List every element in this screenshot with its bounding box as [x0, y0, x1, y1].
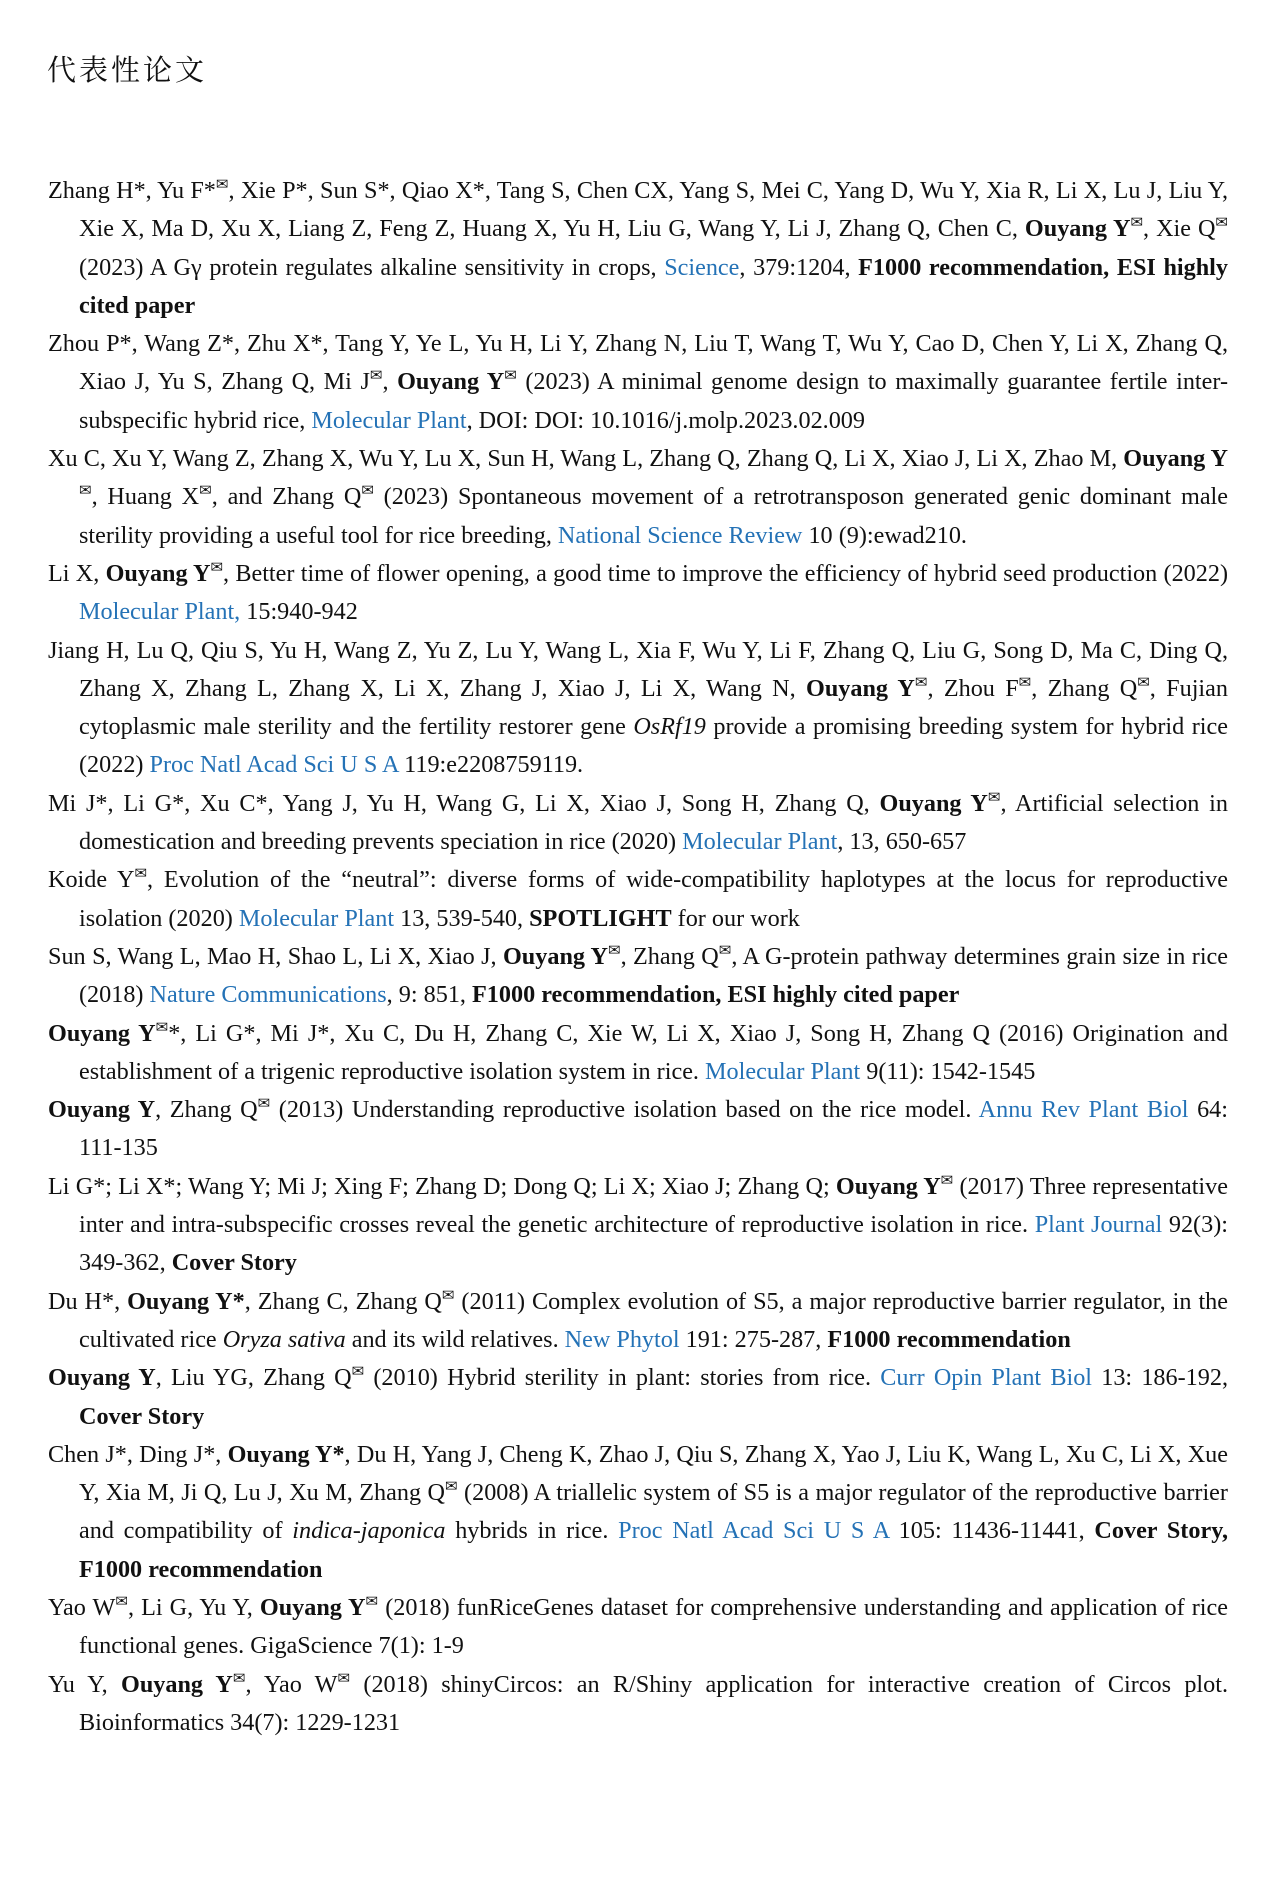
bold-text: Cover Story: [171, 1249, 297, 1277]
reference-item: [48, 938, 1228, 1015]
reference-item: [48, 1666, 1228, 1743]
bold-text: Ouyang Y: [1123, 445, 1228, 473]
journal-link[interactable]: Molecular Plant: [311, 406, 467, 434]
reference-text: , Zhou F: [927, 674, 1019, 702]
bold-text: Ouyang Y*: [227, 1440, 345, 1468]
envelope-icon: ✉: [351, 1362, 365, 1381]
envelope-icon: ✉: [79, 481, 92, 500]
reference-text: 119:e2208759119.: [398, 751, 584, 779]
envelope-icon: ✉: [504, 366, 517, 385]
envelope-icon: ✉: [365, 1591, 379, 1610]
reference-text: (2023) A minimal genome design to maximally guarantee fertile inter-subspecific hybrid rice,: [79, 368, 1229, 434]
reference-text: , Zhang Q: [155, 1096, 258, 1124]
envelope-icon: ✉: [134, 864, 148, 883]
bold-text: Ouyang Y: [1024, 215, 1131, 243]
envelope-icon: ✉: [441, 1285, 455, 1304]
reference-text: , Xie Q: [1143, 215, 1216, 243]
reference-text: 13, 539-540,: [394, 904, 530, 932]
reference-text: (2023) A Gγ protein regulates alkaline sensitivity in crops,: [79, 253, 665, 281]
reference-text: *, Li G*, Mi J*, Xu C, Du H, Zhang C, Xie W, Li X, Xiao J, Song H, Zhang Q (2016) Origination and establishment of a trigenic reproductive isolation system in rice.: [79, 1019, 1228, 1085]
reference-item: [48, 1283, 1228, 1360]
reference-text: Du H*,: [48, 1287, 128, 1315]
reference-item: [48, 172, 1228, 325]
reference-item: [48, 440, 1228, 555]
italic-text: indica-japonica: [292, 1517, 446, 1545]
reference-text: Li X,: [48, 559, 106, 587]
reference-item: [48, 632, 1228, 785]
envelope-icon: ✉: [940, 1170, 954, 1189]
journal-link[interactable]: Molecular Plant,: [79, 598, 241, 626]
reference-text: 105: 11436-11441,: [888, 1517, 1095, 1545]
bold-text: Ouyang Y: [259, 1593, 366, 1621]
bold-text: Ouyang Y: [48, 1096, 156, 1124]
journal-link[interactable]: Curr Opin Plant Biol: [880, 1364, 1093, 1392]
bold-text: Ouyang Y: [397, 368, 505, 396]
reference-text: , Du H, Yang J, Cheng K, Zhao J, Qiu S, Zhang X, Yao J, Liu K, Wang L, Xu C, Li X, Xue Y, Xia M, Ji Q, Lu J, Xu M, Zhang Q: [79, 1440, 1228, 1507]
journal-link[interactable]: New Phytol: [564, 1325, 680, 1353]
reference-text: 9(11): 1542-1545: [860, 1057, 1036, 1085]
reference-text: 10 (9):ewad210.: [802, 521, 967, 549]
reference-text: , 13, 650-657: [837, 828, 967, 856]
reference-text: Yu Y,: [48, 1670, 121, 1698]
journal-link[interactable]: Proc Natl Acad Sci U S A: [618, 1517, 889, 1545]
italic-text: OsRf19: [633, 713, 706, 741]
envelope-icon: ✉: [1215, 213, 1228, 232]
reference-text: Mi J*, Li G*, Xu C*, Yang J, Yu H, Wang G, Li X, Xiao J, Song H, Zhang Q,: [48, 789, 880, 817]
bold-text: F1000 recommendation: [827, 1325, 1071, 1353]
journal-link[interactable]: Proc Natl Acad Sci U S A: [149, 751, 399, 779]
envelope-icon: ✉: [115, 1591, 128, 1610]
journal-link[interactable]: Plant Journal: [1034, 1211, 1163, 1239]
reference-text: (2010) Hybrid sterility in plant: stories from rice.: [364, 1364, 881, 1392]
envelope-icon: ✉: [1137, 672, 1150, 691]
reference-text: , A G-protein pathway determines grain size in rice (2018): [79, 942, 1229, 1009]
reference-text: , Zhang C, Zhang Q: [244, 1287, 442, 1315]
reference-text: Xu C, Xu Y, Wang Z, Zhang X, Wu Y, Lu X, Sun H, Wang L, Zhang Q, Zhang Q, Li X, Xiao J, Li X, Zhao M,: [48, 445, 1124, 473]
journal-link[interactable]: National Science Review: [557, 521, 803, 549]
bold-text: Ouyang Y: [121, 1670, 233, 1698]
journal-link[interactable]: Molecular Plant: [238, 904, 395, 932]
reference-item: [48, 1359, 1228, 1436]
reference-text: Zhou P*, Wang Z*, Zhu X*, Tang Y, Ye L, Yu H, Li Y, Zhang N, Liu T, Wang T, Wu Y, Cao D, Chen Y, Li X, Zhang Q, Xiao J, Yu S, Zhang Q, Mi J: [48, 330, 1228, 396]
reference-text: 15:940-942: [240, 598, 358, 626]
envelope-icon: ✉: [718, 940, 732, 959]
reference-text: , Better time of flower opening, a good time to improve the efficiency of hybrid seed production (2022): [223, 559, 1229, 587]
reference-text: Li G*; Li X*; Wang Y; Mi J; Xing F; Zhang D; Dong Q; Li X; Xiao J; Zhang Q;: [48, 1172, 836, 1200]
reference-text: Chen J*, Ding J*,: [48, 1440, 228, 1468]
envelope-icon: ✉: [987, 787, 1001, 806]
reference-text: , and Zhang Q: [211, 483, 362, 511]
reference-item: [48, 861, 1228, 938]
reference-item: [48, 325, 1228, 440]
envelope-icon: ✉: [1018, 672, 1032, 691]
reference-text: (2013) Understanding reproductive isolation based on the rice model.: [270, 1096, 979, 1124]
reference-text: and its wild relatives.: [345, 1325, 565, 1353]
envelope-icon: ✉: [607, 940, 621, 959]
reference-text: Zhang H*, Yu F*: [48, 177, 216, 204]
envelope-icon: ✉: [210, 557, 224, 576]
bold-text: Ouyang Y: [48, 1364, 156, 1392]
reference-text: 64: 111-135: [79, 1096, 1228, 1162]
envelope-icon: ✉: [199, 481, 212, 500]
reference-text: ,: [382, 368, 398, 396]
reference-text: Koide Y: [48, 866, 135, 894]
reference-item: [48, 1015, 1228, 1092]
journal-link[interactable]: Molecular Plant: [682, 828, 838, 856]
bold-text: SPOTLIGHT: [529, 904, 672, 932]
reference-text: (2008) A triallelic system of S5 is a major regulator of the reproductive barrier and compatibility of: [79, 1479, 1228, 1545]
reference-text: (2017) Three representative inter and intra-subspecific crosses reveal the genetic architecture of reproductive isolation in rice.: [79, 1172, 1228, 1239]
journal-link[interactable]: Molecular Plant: [705, 1057, 861, 1085]
envelope-icon: ✉: [369, 366, 383, 385]
envelope-icon: ✉: [215, 175, 229, 193]
reference-text: , Fujian cytoplasmic male sterility and the fertility restorer gene: [79, 674, 1228, 741]
reference-text: Jiang H, Lu Q, Qiu S, Yu H, Wang Z, Yu Z, Lu Y, Wang L, Xia F, Wu Y, Li F, Zhang Q, Liu G, Song D, Ma C, Ding Q, Zhang X, Zhang L, Zhang X, Li X, Zhang J, Xiao J, Li X, Wang N,: [48, 636, 1228, 702]
reference-text: for our work: [671, 904, 800, 932]
reference-item: [48, 785, 1228, 862]
reference-text: , Li G, Yu Y,: [127, 1593, 260, 1621]
reference-text: hybrids in rice.: [445, 1517, 619, 1545]
envelope-icon: ✉: [361, 481, 374, 500]
reference-text: , 379:1204,: [739, 253, 859, 281]
reference-text: , Huang X: [91, 483, 200, 511]
bold-text: Ouyang Y: [835, 1172, 941, 1200]
reference-item: [48, 1589, 1228, 1666]
journal-link[interactable]: Annu Rev Plant Biol: [978, 1096, 1189, 1124]
reference-text: , DOI: DOI: 10.1016/j.molp.2023.02.009: [466, 406, 865, 434]
bold-text: F1000 recommendation, ESI highly cited paper: [472, 981, 960, 1009]
reference-text: , Xie P*, Sun S*, Qiao X*, Tang S, Chen CX, Yang S, Mei C, Yang D, Wu Y, Xia R, Li X, Lu J, Liu Y, Xie X, Ma D, Xu X, Liang Z, Feng Z, Huang X, Yu H, Liu G, Wang Y, Li J, Zhang Q, Chen C,: [79, 177, 1228, 243]
reference-text: provide a promising breeding system for hybrid rice (2022): [79, 713, 1228, 779]
envelope-icon: ✉: [337, 1668, 351, 1687]
bold-text: Cover Story, F1000 recommendation: [79, 1517, 1228, 1583]
bold-text: Ouyang Y: [48, 1019, 156, 1047]
reference-item: [48, 555, 1228, 632]
envelope-icon: ✉: [257, 1094, 271, 1113]
reference-list: [48, 172, 1228, 1742]
reference-text: , Zhang Q: [1031, 674, 1138, 702]
envelope-icon: ✉: [914, 672, 928, 691]
bold-text: F1000 recommendation, ESI highly cited paper: [79, 253, 1228, 319]
reference-text: , Yao W: [245, 1670, 338, 1698]
reference-text: (2011) Complex evolution of S5, a major reproductive barrier regulator, in the cultivated rice: [79, 1287, 1228, 1353]
envelope-icon: ✉: [445, 1477, 458, 1496]
bold-text: Cover Story: [79, 1402, 205, 1430]
reference-item: [48, 1168, 1228, 1283]
reference-text: (2018) funRiceGenes dataset for comprehensive understanding and application of rice functional genes. GigaScience 7(1): 1-9: [79, 1593, 1228, 1660]
reference-text: Sun S, Wang L, Mao H, Shao L, Li X, Xiao J,: [48, 942, 503, 970]
journal-link[interactable]: Science: [664, 253, 740, 281]
envelope-icon: ✉: [232, 1668, 246, 1687]
journal-link[interactable]: Nature Communications: [149, 981, 387, 1009]
bold-text: Ouyang Y*: [127, 1287, 245, 1315]
envelope-icon: ✉: [155, 1017, 169, 1036]
bold-text: Ouyang Y: [806, 674, 915, 702]
reference-text: , Zhang Q: [620, 942, 719, 970]
bold-text: Ouyang Y: [502, 942, 608, 970]
page-title: 代表性论文: [47, 53, 208, 87]
reference-text: (2023) Spontaneous movement of a retrotransposon generated genic dominant male sterility providing a useful tool for rice breeding,: [79, 483, 1229, 549]
reference-text: , Liu YG, Zhang Q: [155, 1364, 352, 1392]
reference-text: , 9: 851,: [386, 981, 473, 1009]
reference-text: , Artificial selection in domestication and breeding prevents speciation in rice (2020): [79, 789, 1228, 856]
reference-item: [48, 1091, 1228, 1168]
italic-text: Oryza sativa: [222, 1325, 346, 1353]
reference-text: , Evolution of the “neutral”: diverse forms of wide-compatibility haplotypes at the locus for reproductive isolation (2020): [79, 866, 1228, 932]
bold-text: Ouyang Y: [105, 559, 211, 587]
reference-text: (2018) shinyCircos: an R/Shiny application for interactive creation of Circos plot. Bioinformatics 34(7): 1229-1231: [79, 1670, 1228, 1736]
envelope-icon: ✉: [1130, 213, 1144, 232]
reference-text: 191: 275-287,: [679, 1325, 828, 1353]
reference-item: [48, 1436, 1228, 1589]
reference-text: 13: 186-192,: [1092, 1364, 1228, 1392]
bold-text: Ouyang Y: [879, 789, 988, 817]
reference-text: Yao W: [48, 1593, 116, 1621]
reference-text: 92(3): 349-362,: [79, 1211, 1228, 1277]
